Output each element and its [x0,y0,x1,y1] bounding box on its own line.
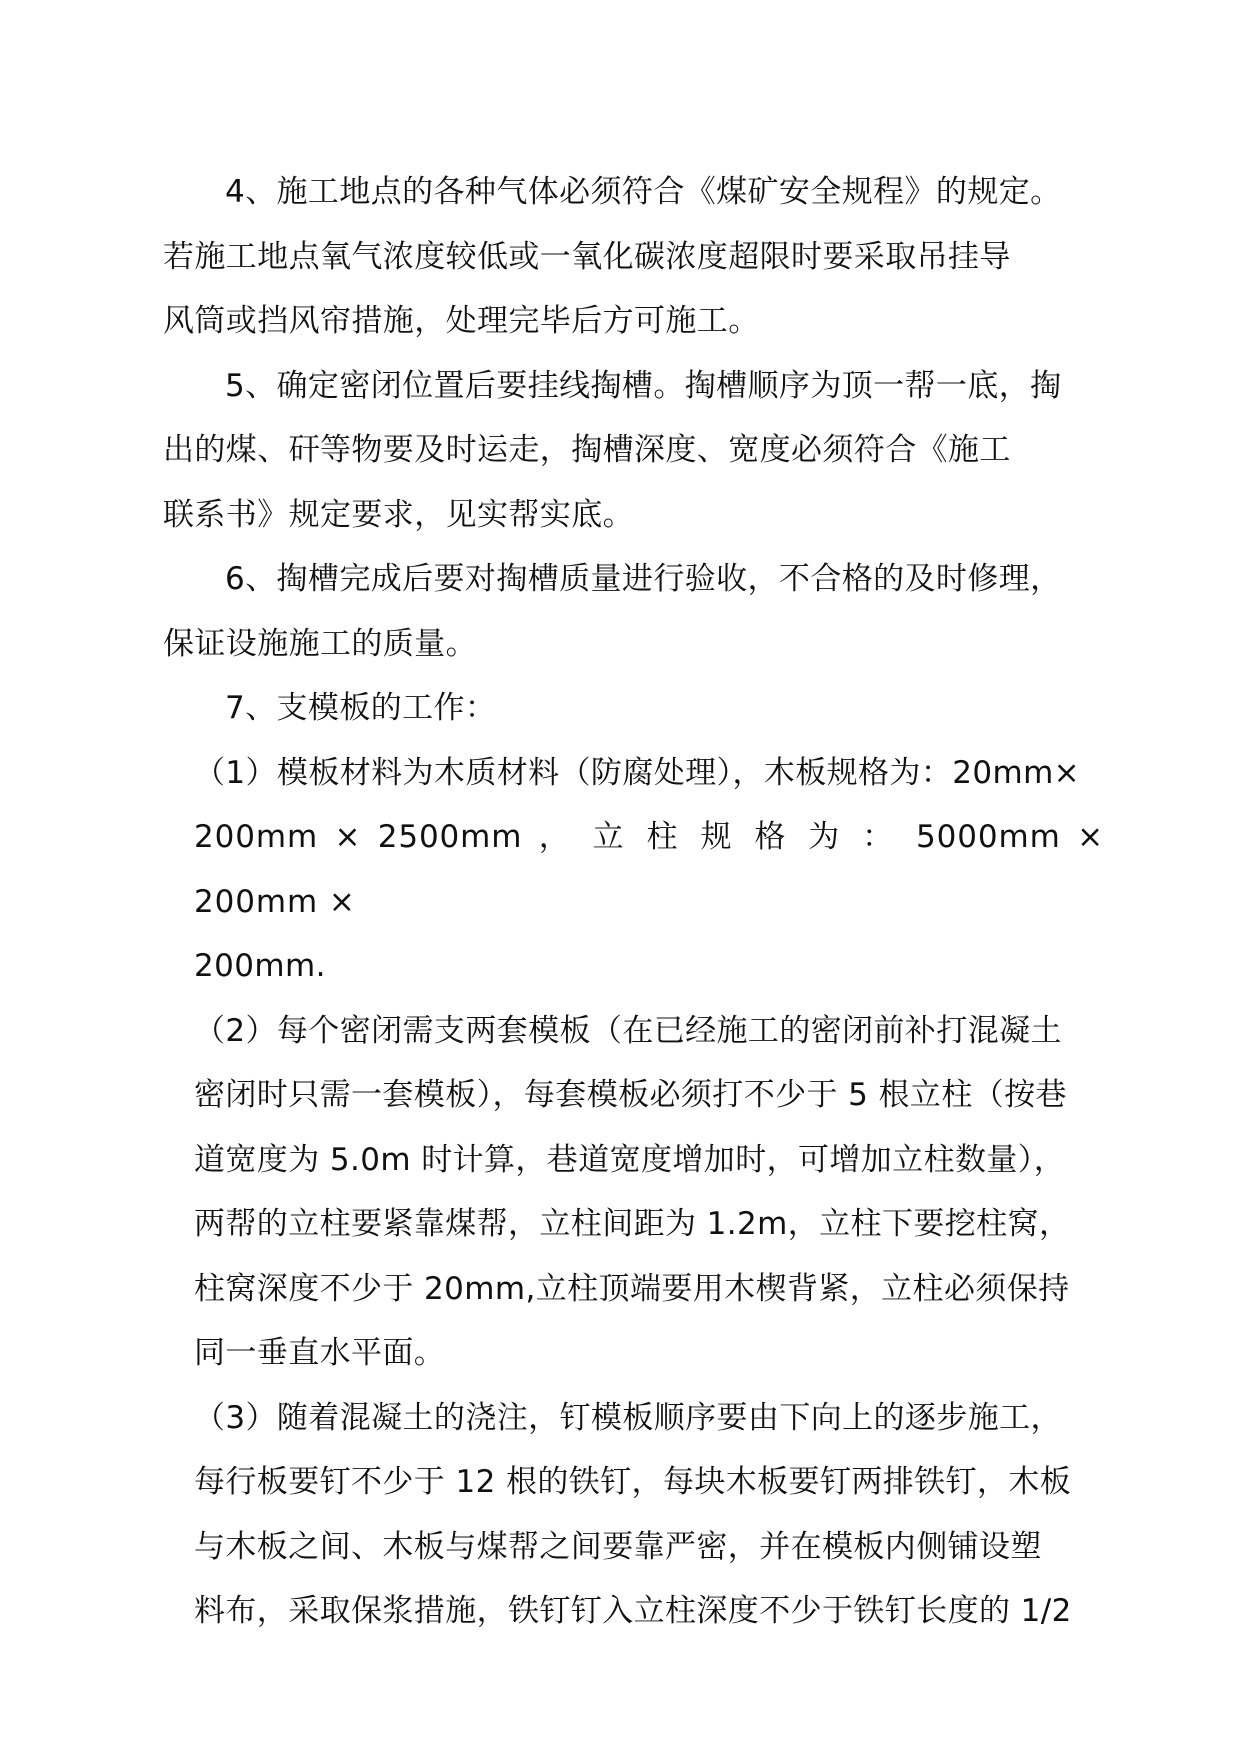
text-line: 密闭时只需一套模板），每套模板必须打不少于 5 根立柱（按巷 [194,1077,1067,1113]
text-line: 出的煤、矸等物要及时运走，掏槽深度、宽度必须符合《施工 [163,432,1011,468]
paragraph-sub-3 [194,1386,1104,1644]
text-line: 6、掏槽完成后要对掏槽质量进行验收，不合格的及时修理， [225,561,1062,597]
text-line: 200mm × 2500mm ， 立 柱 规 格 为 ： 5000mm × 200mm × [194,819,1104,920]
paragraph-sub-2 [194,999,1104,1386]
paragraph-item-7 [194,676,1104,741]
text-line: 与木板之间、木板与煤帮之间要靠严密，并在模板内侧铺设塑 [194,1528,1042,1565]
paragraph-item-5 [163,354,1104,548]
text-line: （3）随着混凝土的浇注，钉模板顺序要由下向上的逐步施工， [194,1399,1062,1436]
paragraph-item-6 [163,547,1104,676]
text-line: 料布，采取保浆措施，铁钉钉入立柱深度不少于铁钉长度的 1/2 [194,1593,1072,1629]
text-line: （1）模板材料为木质材料（防腐处理），木板规格为：20mm× [194,754,1081,791]
paragraph-sub-1 [194,741,1104,999]
text-line: 保证设施施工的质量。 [163,625,477,662]
text-line: 4、施工地点的各种气体必须符合《煤矿安全规程》的规定。 [225,174,1062,210]
text-line: 联系书》规定要求，见实帮实底。 [163,496,634,533]
paragraph-item-4 [163,160,1104,354]
text-line: 若施工地点氧气浓度较低或一氧化碳浓度超限时要采取吊挂导 [163,238,1011,275]
text-line: 柱窝深度不少于 20mm,立柱顶端要用木楔背紧，立柱必须保持 [194,1270,1070,1307]
text-line: 风筒或挡风帘措施，处理完毕后方可施工。 [163,303,760,339]
text-line: 200mm. [194,948,326,984]
text-line: 两帮的立柱要紧靠煤帮，立柱间距为 1.2m，立柱下要挖柱窝， [194,1206,1071,1242]
text-line: 7、支模板的工作： [225,690,497,726]
text-line: 5、确定密闭位置后要挂线掏槽。掏槽顺序为顶一帮一底，掏 [225,367,1062,404]
text-line: 每行板要钉不少于 12 根的铁钉，每块木板要钉两排铁钉，木板 [194,1464,1072,1500]
text-line: 道宽度为 5.0m 时计算，巷道宽度增加时，可增加立柱数量）， [194,1141,1066,1178]
document-body [163,160,1104,1644]
text-line: 同一垂直水平面。 [194,1335,446,1371]
text-line: （2）每个密闭需支两套模板（在已经施工的密闭前补打混凝土 [194,1012,1062,1049]
